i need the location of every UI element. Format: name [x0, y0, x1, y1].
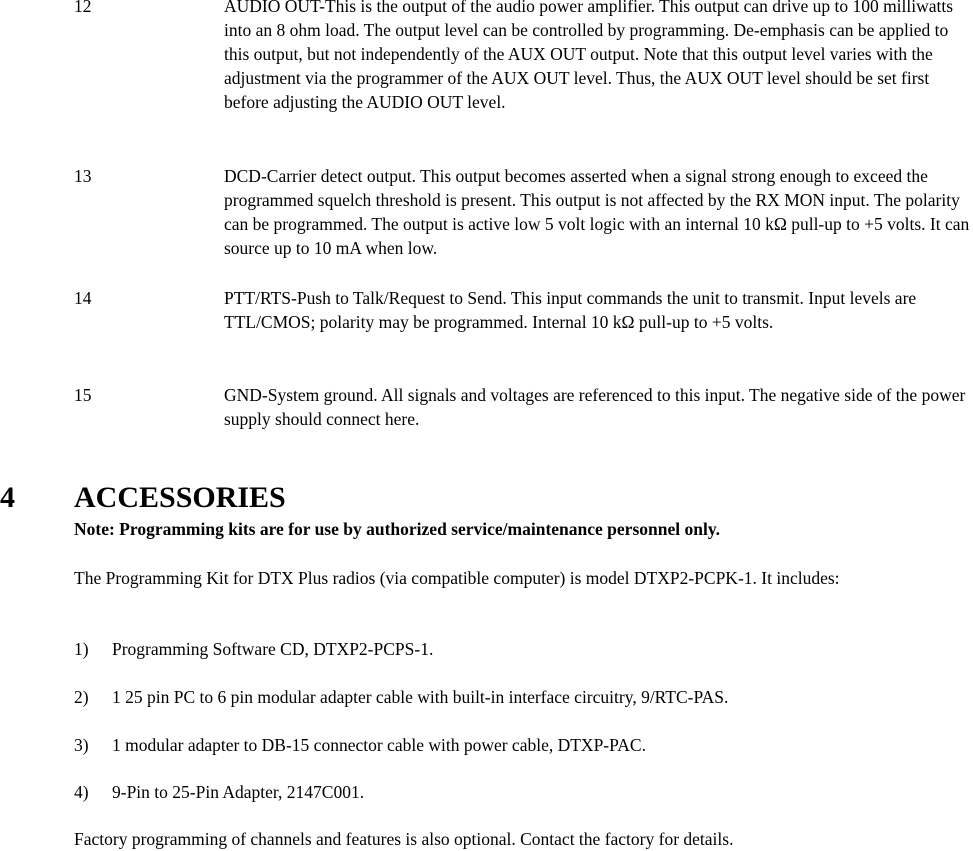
pin-number: 12 [74, 0, 92, 16]
section-note: Note: Programming kits are for use by authorized service/maintenance personnel only. [74, 519, 720, 539]
pin-number: 15 [74, 385, 92, 405]
pin-description: DCD-Carrier detect output. This output becomes asserted when a signal strong enough to exceed the programmed squelch threshold is present. This output is not affected by the RX MON input. The polarity can be programmed. The output is active low 5 volt logic with an internal 10 kΩ pull-up to +5 volts. It can source up to 10 mA when low. [224, 166, 970, 258]
list-marker: 4) [74, 782, 89, 802]
closing-paragraph: Factory programming of channels and features is also optional. Contact the factory for details. [74, 829, 734, 849]
section-number: 4 [0, 481, 15, 514]
pin-description: AUDIO OUT-This is the output of the audio power amplifier. This output can drive up to 100 milliwatts into an 8 ohm load. The output level can be controlled by programming. De-emphasis can be applied to this output, but not independently of the AUX OUT output. Note that this output level varies with the adjustment via the programmer of the AUX OUT level. Thus, the AUX OUT level should be set first before adjusting the AUDIO OUT level. [224, 0, 954, 112]
section-heading [0, 480, 973, 516]
pin-description: PTT/RTS-Push to Talk/Request to Send. This input commands the unit to transmit. Input levels are TTL/CMOS; polarity may be programmed. Internal 10 kΩ pull-up to +5 volts. [224, 288, 917, 332]
pin-number: 14 [74, 288, 92, 308]
list-marker: 1) [74, 639, 89, 659]
list-marker: 2) [74, 687, 89, 707]
pin-description: GND-System ground. All signals and voltages are referenced to this input. The negative side of the power supply should connect here. [224, 385, 966, 429]
list-marker: 3) [74, 735, 89, 755]
section-title: ACCESSORIES [74, 481, 286, 514]
list-item-text: 9-Pin to 25-Pin Adapter, 2147C001. [112, 782, 365, 802]
pin-number: 13 [74, 166, 92, 186]
list-item-text: Programming Software CD, DTXP2-PCPS-1. [112, 639, 434, 659]
section-intro: The Programming Kit for DTX Plus radios (via compatible computer) is model DTXP2-PCPK-1. It includes: [74, 568, 840, 588]
list-item-text: 1 modular adapter to DB-15 connector cable with power cable, DTXP-PAC. [112, 735, 646, 755]
list-item-text: 1 25 pin PC to 6 pin modular adapter cable with built-in interface circuitry, 9/RTC-PAS. [112, 687, 729, 707]
